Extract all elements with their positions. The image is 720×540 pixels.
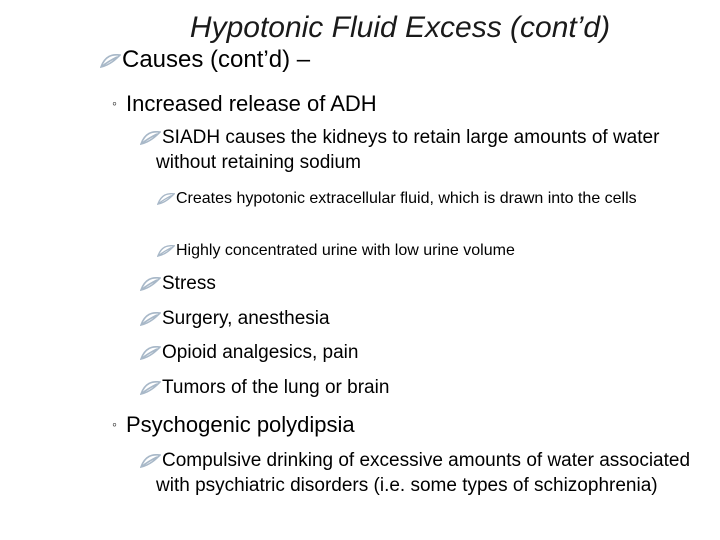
leaf-bullet-icon bbox=[140, 346, 161, 360]
trigger-text: Opioid analgesics, pain bbox=[162, 342, 359, 363]
polydipsia-bullet bbox=[140, 448, 720, 498]
siadh-detail-text: Creates hypotonic extracellular fluid, which is drawn into the cells bbox=[176, 190, 637, 207]
leaf-bullet-icon bbox=[140, 381, 161, 395]
section-adh bbox=[112, 89, 377, 118]
leaf-bullet-icon bbox=[157, 193, 175, 205]
trigger-text: Tumors of the lung or brain bbox=[162, 377, 390, 398]
trigger-text: Stress bbox=[162, 273, 216, 294]
causes-heading: Causes (cont’d) – bbox=[122, 46, 311, 73]
circle-bullet-icon: ◦ bbox=[112, 95, 117, 111]
siadh-bullet bbox=[140, 125, 720, 175]
polydipsia-text: Compulsive drinking of excessive amounts of water associated with psychiatric disorders (i.e. some types of schizophrenia) bbox=[156, 450, 691, 496]
trigger-item bbox=[140, 340, 358, 365]
trigger-item bbox=[140, 271, 216, 296]
leaf-bullet-icon bbox=[140, 277, 161, 291]
siadh-text: SIADH causes the kidneys to retain large amounts of water without retaining sodium bbox=[156, 127, 660, 173]
trigger-item bbox=[140, 306, 330, 331]
leaf-bullet-icon bbox=[140, 312, 161, 326]
section-polydipsia bbox=[112, 410, 355, 439]
leaf-bullet-icon bbox=[140, 454, 161, 468]
leaf-bullet-icon bbox=[140, 131, 161, 145]
causes-bullet bbox=[100, 45, 310, 75]
trigger-item bbox=[140, 375, 389, 400]
slide-title: Hypotonic Fluid Excess (cont’d) bbox=[189, 11, 611, 44]
leaf-bullet-icon bbox=[100, 54, 121, 68]
trigger-text: Surgery, anesthesia bbox=[162, 308, 330, 329]
siadh-detail-item bbox=[157, 188, 720, 209]
leaf-bullet-icon bbox=[157, 245, 175, 257]
circle-bullet-icon: ◦ bbox=[112, 416, 117, 432]
siadh-detail-item bbox=[157, 240, 515, 261]
section-polydipsia-heading: Psychogenic polydipsia bbox=[125, 412, 355, 437]
siadh-detail-text: Highly concentrated urine with low urine volume bbox=[176, 242, 515, 259]
section-adh-heading: Increased release of ADH bbox=[125, 91, 377, 116]
